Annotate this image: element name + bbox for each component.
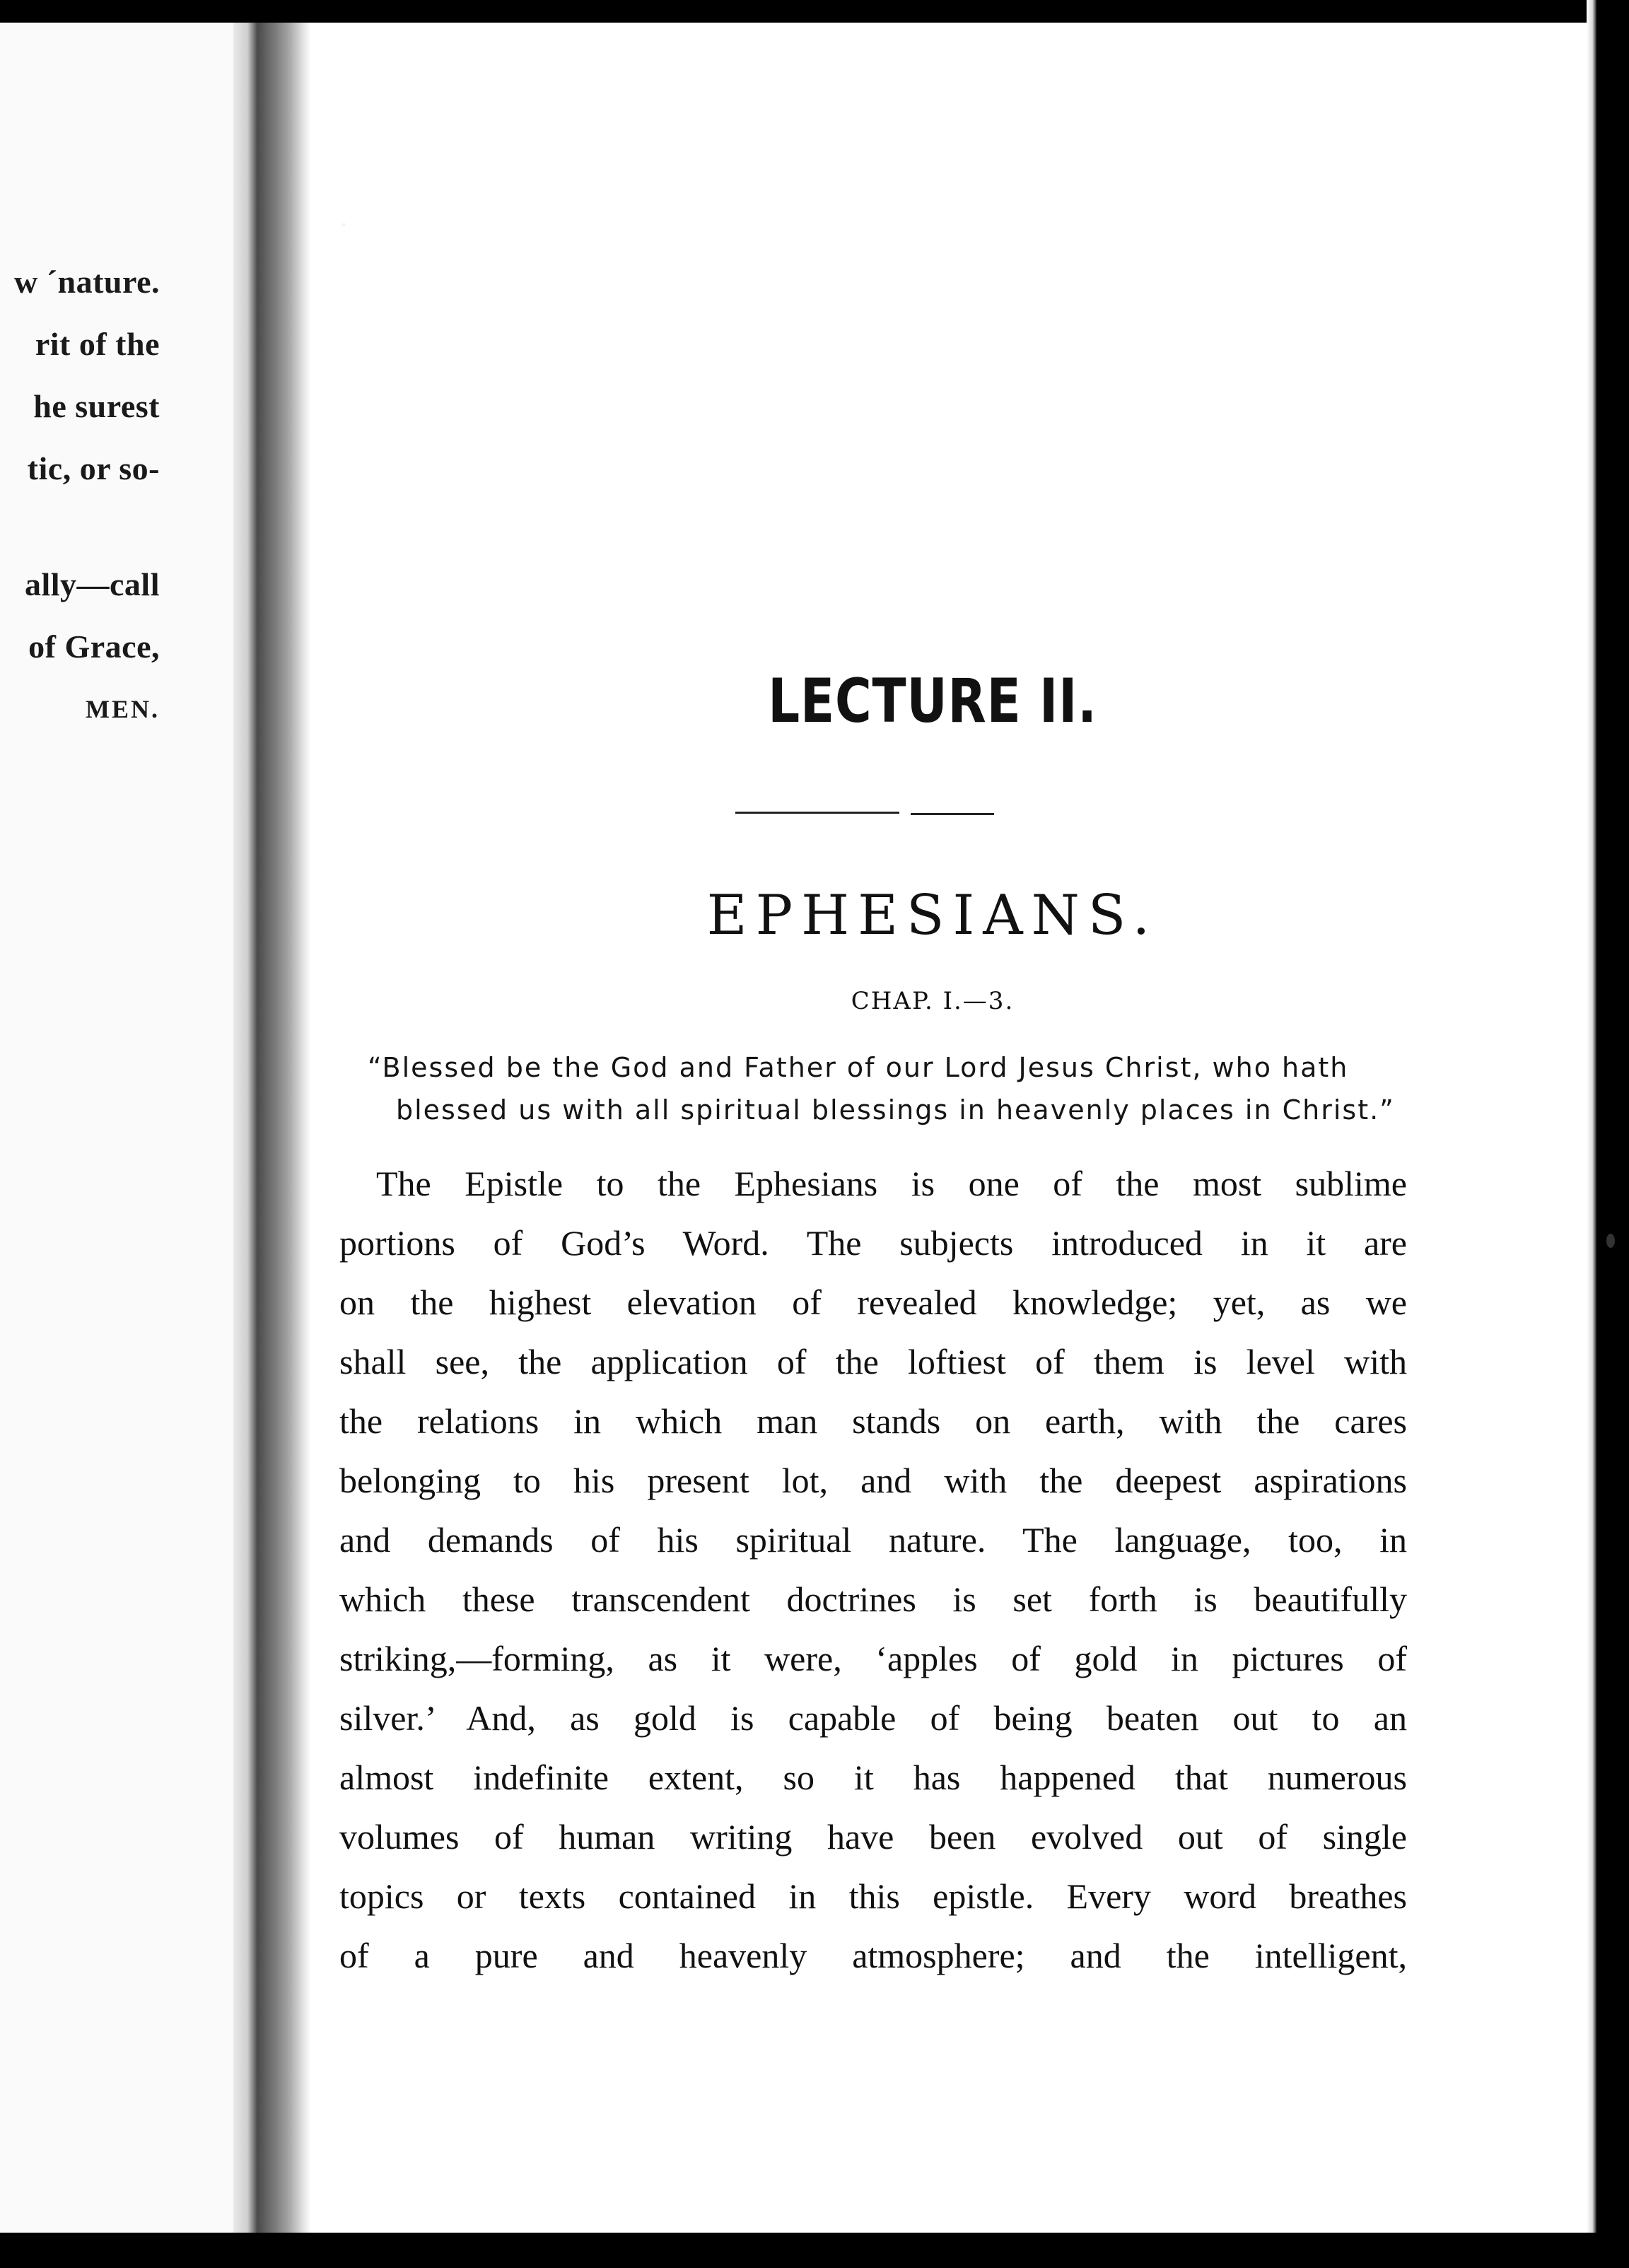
- main-page: [311, 23, 1554, 2233]
- title-rule: [911, 813, 994, 815]
- body-line: volumes of human writing have been evolved out of single: [339, 1817, 1407, 1857]
- body-line: topics or texts contained in this epistle. Every word breathes: [339, 1876, 1407, 1916]
- body-line: belonging to his present lot, and with the deepest aspirations: [339, 1461, 1407, 1500]
- show-through-text: [339, 185, 1526, 249]
- left-page-line: he surest: [33, 388, 160, 424]
- body-line: striking,—forming, as it were, ‘apples of gold in pictures of: [339, 1639, 1407, 1678]
- left-page-line: of Grace,: [28, 629, 160, 665]
- scan-frame-top: [0, 0, 1629, 23]
- body-line: portions of God’s Word. The subjects introduced in it are: [339, 1223, 1407, 1263]
- book-title: EPHESIANS.: [706, 884, 1159, 947]
- body-line: which these transcendent doctrines is set forth is beautifully: [339, 1579, 1407, 1619]
- epigraph-line: “Blessed be the God and Father of our Lord Jesus Christ, who hath: [368, 1052, 1349, 1083]
- scan-frame-bottom: [0, 2233, 1629, 2268]
- book-gutter: [233, 23, 311, 2233]
- left-page: [0, 23, 233, 2233]
- chapter-reference: CHAP. I.—3.: [851, 987, 1015, 1015]
- body-line: The Epistle to the Ephesians is one of the most sublime: [376, 1164, 1407, 1203]
- body-line: and demands of his spiritual nature. The language, too, in: [339, 1520, 1407, 1560]
- body-line: of a pure and heavenly atmosphere; and the intelligent,: [339, 1936, 1407, 1975]
- scan-speck: [1606, 1234, 1615, 1248]
- epigraph-line: blessed us with all spiritual blessings in heavenly places in Christ.”: [396, 1094, 1395, 1126]
- page-edge-shadow: [1587, 0, 1596, 2268]
- title-rule: [735, 812, 899, 814]
- lecture-title: LECTURE II.: [768, 666, 1097, 737]
- left-page-line: MEN.: [86, 695, 160, 723]
- body-line: on the highest elevation of revealed knowledge; yet, as we: [339, 1282, 1407, 1322]
- body-line: silver.’ And, as gold is capable of being beaten out to an: [339, 1698, 1407, 1738]
- body-line: the relations in which man stands on earth, with the cares: [339, 1401, 1407, 1441]
- body-line: shall see, the application of the loftiest of them is level with: [339, 1342, 1407, 1381]
- left-page-line: ally—call: [24, 566, 160, 602]
- left-page-line: rit of the: [35, 326, 160, 362]
- left-page-line: tic, or so-: [27, 450, 160, 486]
- scan-frame-right: [1596, 0, 1629, 2268]
- left-page-line: w ´nature.: [13, 264, 160, 300]
- body-line: almost indefinite extent, so it has happened that numerous: [339, 1758, 1407, 1797]
